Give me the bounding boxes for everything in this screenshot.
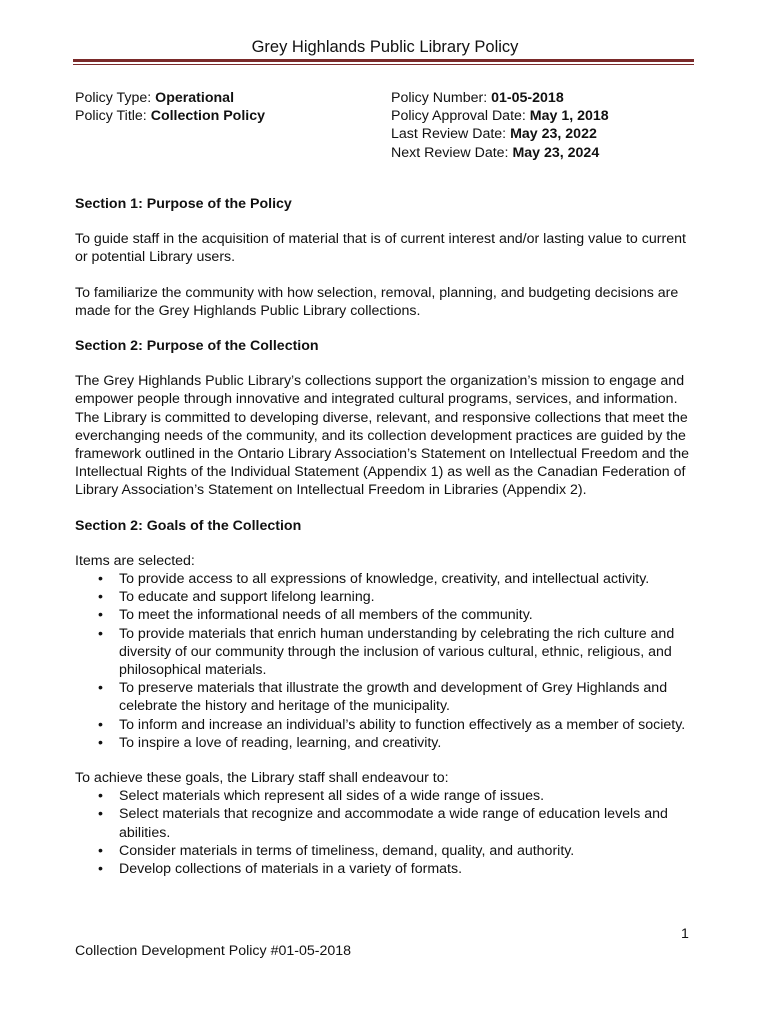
policy-number-value: 01-05-2018 [491, 90, 564, 106]
policy-title-value: Collection Policy [150, 108, 266, 125]
next-review-line [391, 144, 609, 162]
next-review-value: May 23, 2024 [512, 144, 600, 161]
header-rule-thick [73, 59, 694, 62]
document-body [75, 195, 695, 878]
bullet-icon: • [98, 842, 103, 859]
list-item: • Select materials which represent all sides of a wide range of issues. [98, 788, 545, 805]
bullet-icon: • [98, 589, 103, 606]
section1-heading: Section 1: Purpose of the Policy [75, 196, 292, 212]
last-review-label: Last Review Date: [391, 126, 511, 143]
policy-number-label: Policy Number: [391, 90, 492, 106]
policy-number-line [391, 89, 609, 107]
list-item: • To provide access to all expressions of knowledge, creativity, and intellectual activity. [98, 571, 650, 588]
list-item: • Develop collections of materials in a variety of formats. [98, 861, 463, 878]
section3-heading: Section 2: Goals of the Collection [75, 517, 302, 534]
bullet-icon: • [98, 716, 103, 733]
section2-paragraph: The Grey Highlands Public Library’s collections support the organization’s mission to engage and empower people through innovative and integrated cultural programs, services, and information. The Library is committed to developing diverse, relevant, and responsive collections that meet the everchanging needs of the community, and its collection development practices are guided by the framework outlined in the Ontario Library Association’s Statement on Intellectual Freedom and the Intellectual Rights of the Individual Statement (Appendix 1) as well as the Canadian Federation of Library Association’s Statement on Intellectual Freedom in Libraries (Appendix 2). [75, 373, 690, 499]
header-rule-thin [73, 64, 694, 65]
bullet-icon: • [98, 788, 103, 805]
bullet-icon: • [98, 625, 103, 642]
section1-paragraph-2: To familiarize the community with how selection, removal, planning, and budgeting decisions are made for the Grey Highlands Public Library collections. [75, 284, 679, 319]
bullet-icon: • [98, 861, 103, 878]
goals-list [75, 570, 695, 752]
section2-heading: Section 2: Purpose of the Collection [75, 338, 319, 355]
approval-date-value: May 1, 2018 [529, 108, 609, 125]
bullet-icon: • [98, 734, 103, 751]
bullet-icon: • [98, 806, 103, 823]
bullet-icon: • [98, 680, 103, 697]
goals-intro: Items are selected: [75, 552, 195, 569]
list-item: • To preserve materials that illustrate the growth and development of Grey Highlands and celebrate the history and heritage of the municipality. [98, 680, 668, 715]
list-item: • To meet the informational needs of all members of the community. [98, 607, 533, 624]
list-item: • Consider materials in terms of timeliness, demand, quality, and authority. [98, 842, 575, 859]
list-item: • To provide materials that enrich human understanding by celebrating the rich culture and diversity of our community through the inclusion of various cultural, ethnic, religious, and philosophical materials. [98, 625, 675, 679]
page-footer: Collection Development Policy #01-05-2018 [75, 943, 352, 959]
policy-type-value: Operational [155, 90, 235, 106]
bullet-icon: • [98, 571, 103, 588]
last-review-line [391, 125, 609, 143]
policy-type-line [75, 89, 265, 107]
list-item: • Select materials that recognize and accommodate a wide range of education levels and abilities. [98, 806, 668, 841]
page-header-title: Grey Highlands Public Library Policy [251, 38, 519, 56]
approval-date-line [391, 107, 609, 125]
section1-paragraph-1: To guide staff in the acquisition of material that is of current interest and/or lasting value to current or potential Library users. [75, 231, 686, 266]
last-review-value: May 23, 2022 [510, 126, 597, 143]
bullet-icon: • [98, 607, 103, 624]
staff-goals-intro: To achieve these goals, the Library staff shall endeavour to: [75, 770, 449, 787]
policy-meta-right [391, 89, 609, 162]
policy-type-label: Policy Type: [75, 90, 156, 106]
next-review-label: Next Review Date: [391, 144, 513, 161]
list-item: • To educate and support lifelong learning. [98, 589, 375, 606]
list-item: • To inform and increase an individual’s ability to function effectively as a member of society. [98, 716, 686, 733]
policy-title-line [75, 107, 265, 125]
policy-title-label: Policy Title: [75, 108, 151, 125]
staff-goals-list [75, 787, 695, 878]
policy-meta-left [75, 89, 265, 125]
page-number: 1 [681, 926, 689, 942]
approval-date-label: Policy Approval Date: [391, 108, 530, 125]
list-item: • To inspire a love of reading, learning, and creativity. [98, 734, 442, 751]
